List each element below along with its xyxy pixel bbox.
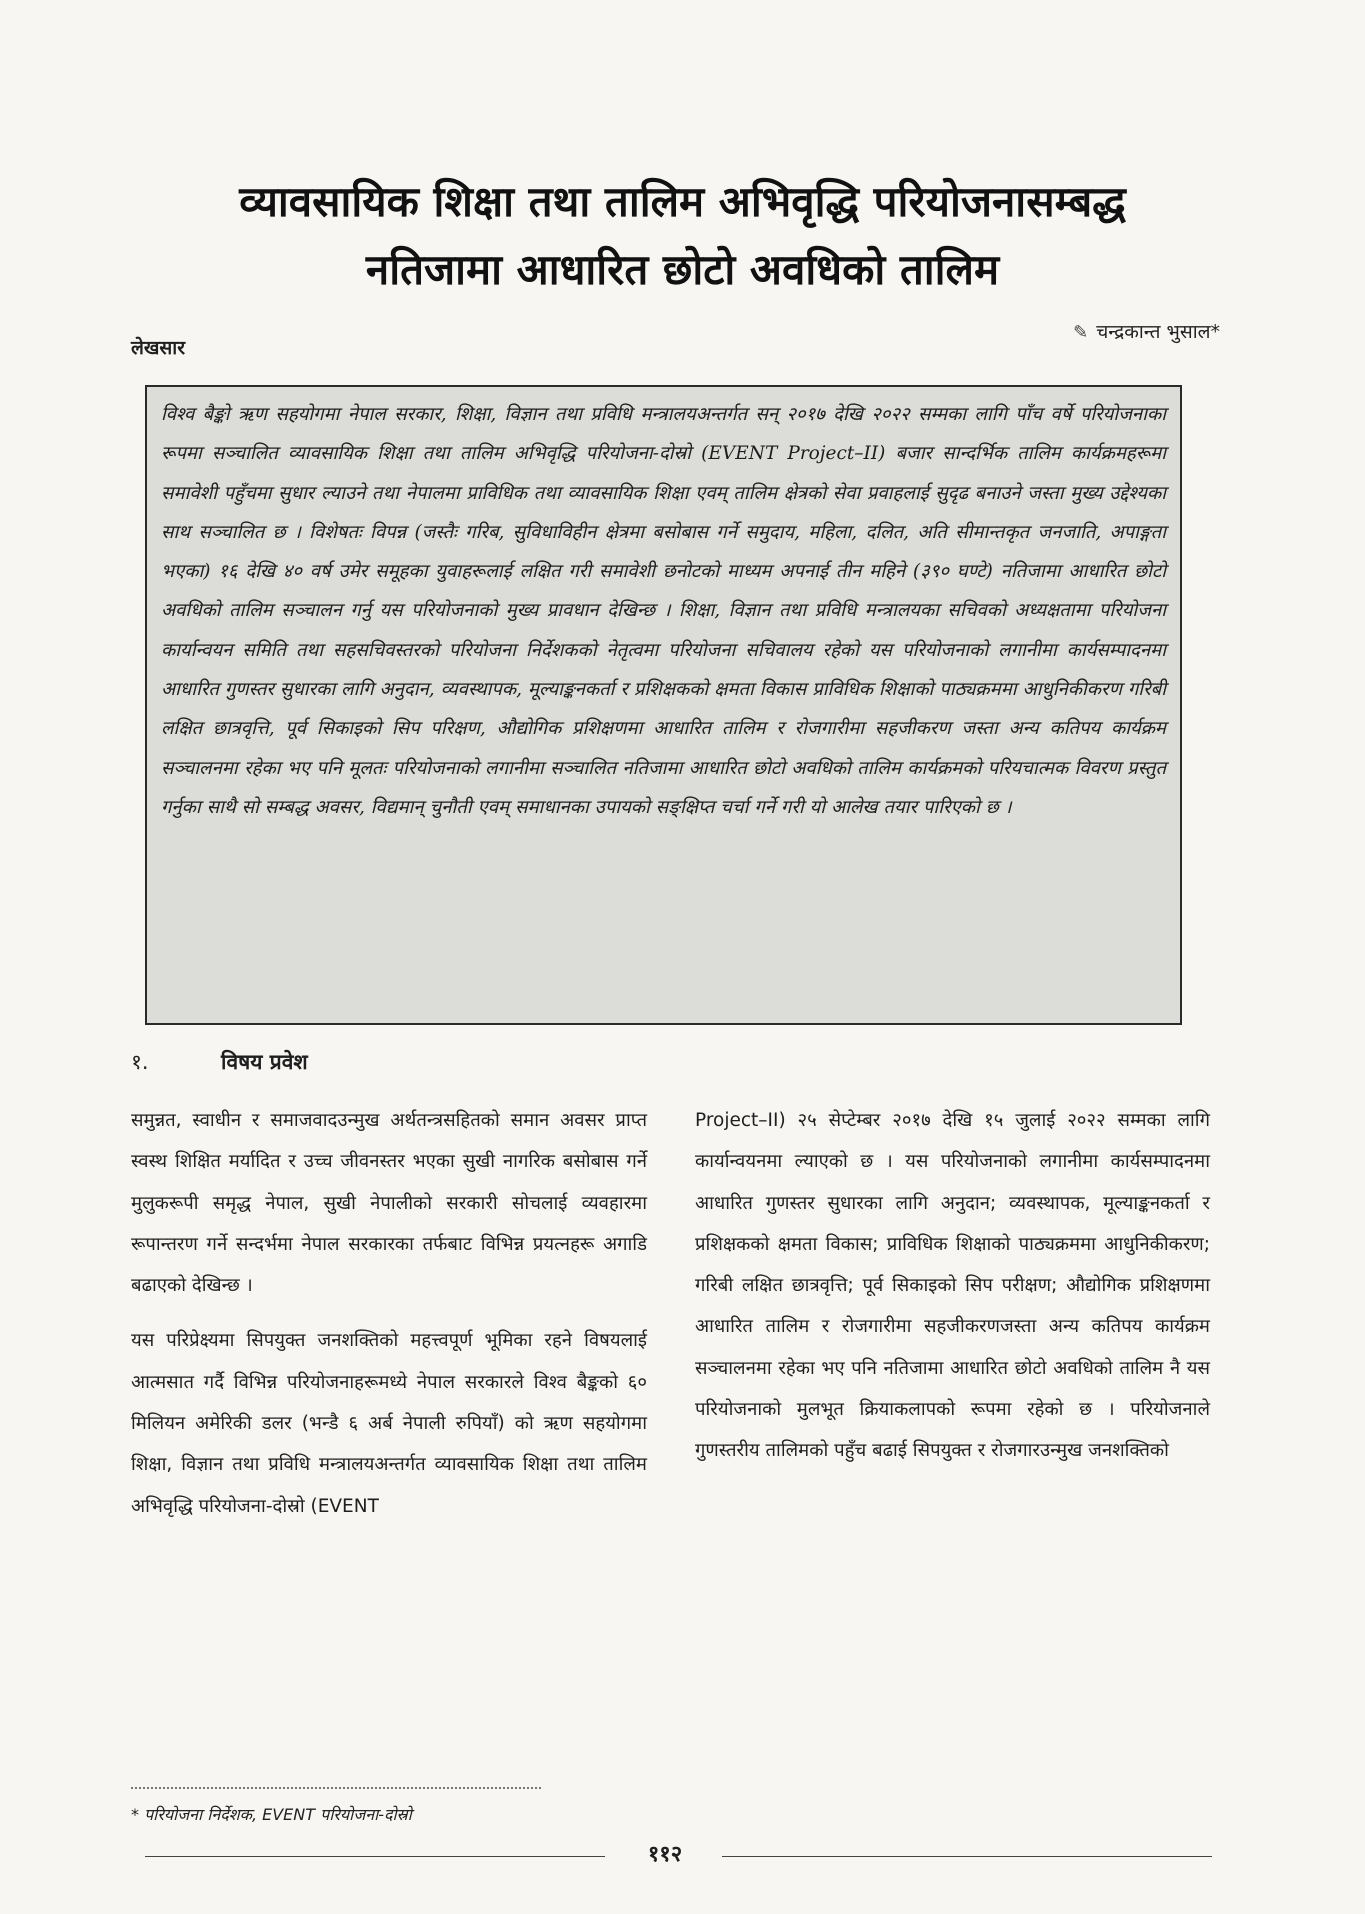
section-title: विषय प्रवेश: [221, 1050, 308, 1074]
page-number: ११२: [647, 1842, 683, 1867]
body-paragraph: Project–II) २५ सेप्टेम्बर २०१७ देखि १५ जुलाई २०२२ सम्मका लागि कार्यान्वयनमा ल्याएको छ । यस परियोजनाको लगानीमा कार्यसम्पादनमा आधारित गुणस्तर सुधारका लागि अनुदान; व्यवस्थापक, मूल्याङ्कनकर्ता र प्रशिक्षकको क्षमता विकास; प्राविधिक शिक्षाको पाठ्यक्रममा आधुनिकीकरण; गरिबी लक्षित छात्रवृत्ति; पूर्व सिकाइको सिप परीक्षण; औद्योगिक प्रशिक्षणमा आधारित तालिम र रोजगारीमा सहजीकरणजस्ता अन्य कतिपय कार्यक्रम सञ्चालनमा रहेका भए पनि नतिजामा आधारित छोटो अवधिको तालिम नै यस परियोजनाको मुलभूत क्रियाकलापको रूपमा रहेको छ । परियोजनाले गुणस्तरीय तालिमको पहुँच बढाई सिपयुक्त र रोजगारउन्मुख जनशक्तिको: [695, 1110, 1210, 1462]
footer-rule-left: [145, 1856, 605, 1857]
footnote-divider: [131, 1787, 541, 1789]
title-line-2: नतिजामा आधारित छोटो अवधिको तालिम: [365, 245, 1000, 294]
body-paragraph: समुन्नत, स्वाधीन र समाजवादउन्मुख अर्थतन्त्रसहितको समान अवसर प्राप्त स्वस्थ शिक्षित मर्यादित र उच्च जीवनस्तर भएका सुखी नागरिक बसोबास गर्ने मुलुकरूपी समृद्ध नेपाल, सुखी नेपालीको सरकारी सोचलाई व्यवहारमा रूपान्तरण गर्ने सन्दर्भमा नेपाल सरकारका तर्फबाट विभिन्न प्रयत्नहरू अगाडि बढाएको देखिन्छ ।: [131, 1110, 647, 1297]
title-line-1: व्यावसायिक शिक्षा तथा तालिम अभिवृद्धि परियोजनासम्बद्ध: [239, 177, 1126, 226]
body-column-left: [131, 1100, 647, 1541]
author-byline: [1073, 318, 1220, 344]
pen-icon: ✎: [1073, 322, 1089, 343]
abstract-box: विश्व बैङ्को ऋण सहयोगमा नेपाल सरकार, शिक्षा, विज्ञान तथा प्रविधि मन्त्रालयअन्तर्गत सन् २०१७ देखि २०२२ सम्मका लागि पाँच वर्षे परियोजनाका रूपमा सञ्चालित व्यावसायिक शिक्षा तथा तालिम अभिवृद्धि परियोजना-दोस्रो (EVENT Project–II) बजार सान्दर्भिक तालिम कार्यक्रमहरूमा समावेशी पहुँचमा सुधार ल्याउने तथा नेपालमा प्राविधिक तथा व्यावसायिक शिक्षा एवम् तालिम क्षेत्रको सेवा प्रवाहलाई सुदृढ बनाउने जस्ता मुख्य उद्देश्यका साथ सञ्चालित छ । विशेषतः विपन्न (जस्तैः गरिब, सुविधाविहीन क्षेत्रमा बसोबास गर्ने समुदाय, महिला, दलित, अति सीमान्तकृत जनजाति, अपाङ्गता भएका) १६ देखि ४० वर्ष उमेर समूहका युवाहरूलाई लक्षित गरी समावेशी छनोटको माध्यम अपनाई तीन महिने (३९० घण्टे) नतिजामा आधारित छोटो अवधिको तालिम सञ्चालन गर्नु यस परियोजनाको मुख्य प्रावधान देखिन्छ । शिक्षा, विज्ञान तथा प्रविधि मन्त्रालयका सचिवको अध्यक्षतामा परियोजना कार्यान्वयन समिति तथा सहसचिवस्तरको परियोजना निर्देशकको नेतृत्वमा परियोजना सचिवालय रहेको यस परियोजनाको लगानीमा कार्यसम्पादनमा आधारित गुणस्तर सुधारका लागि अनुदान, व्यवस्थापक, मूल्याङ्कनकर्ता र प्रशिक्षकको क्षमता विकास प्राविधिक शिक्षाको पाठ्यक्रममा आधुनिकीकरण गरिबी लक्षित छात्रवृत्ति, पूर्व सिकाइको सिप परिक्षण, औद्योगिक प्रशिक्षणमा आधारित तालिम र रोजगारीमा सहजीकरण जस्ता अन्य कतिपय कार्यक्रम सञ्चालनमा रहेका भए पनि मूलतः परियोजनाको लगानीमा सञ्चालित नतिजामा आधारित छोटो अवधिको तालिम कार्यक्रमको परियचात्मक विवरण प्रस्तुत गर्नुका साथै सो सम्बद्ध अवसर, विद्यमान् चुनौती एवम् समाधानका उपायको सङ्क्षिप्त चर्चा गर्ने गरी यो आलेख तयार पारिएको छ ।: [145, 385, 1182, 1025]
body-column-right: [695, 1100, 1210, 1486]
section-number: १.: [131, 1050, 149, 1074]
article-title: [150, 168, 1215, 304]
footnote: * परियोजना निर्देशक, EVENT परियोजना-दोस्रो: [131, 1805, 412, 1824]
author-name: चन्द्रकान्त भुसाल*: [1096, 321, 1220, 343]
body-paragraph: यस परिप्रेक्ष्यमा सिपयुक्त जनशक्तिको महत्त्वपूर्ण भूमिका रहने विषयलाई आत्मसात गर्दै विभिन्न परियोजनाहरूमध्ये नेपाल सरकारले विश्व बैङ्कको ६० मिलियन अमेरिकी डलर (भन्डै ६ अर्ब नेपाली रुपियाँ) को ऋण सहयोगमा शिक्षा, विज्ञान तथा प्रविधि मन्त्रालयअन्तर्गत व्यावसायिक शिक्षा तथा तालिम अभिवृद्धि परियोजना-दोस्रो (EVENT: [131, 1330, 647, 1517]
abstract-label: लेखसार: [131, 337, 185, 359]
footer-rule-right: [722, 1856, 1212, 1857]
section-heading: [131, 1048, 308, 1076]
